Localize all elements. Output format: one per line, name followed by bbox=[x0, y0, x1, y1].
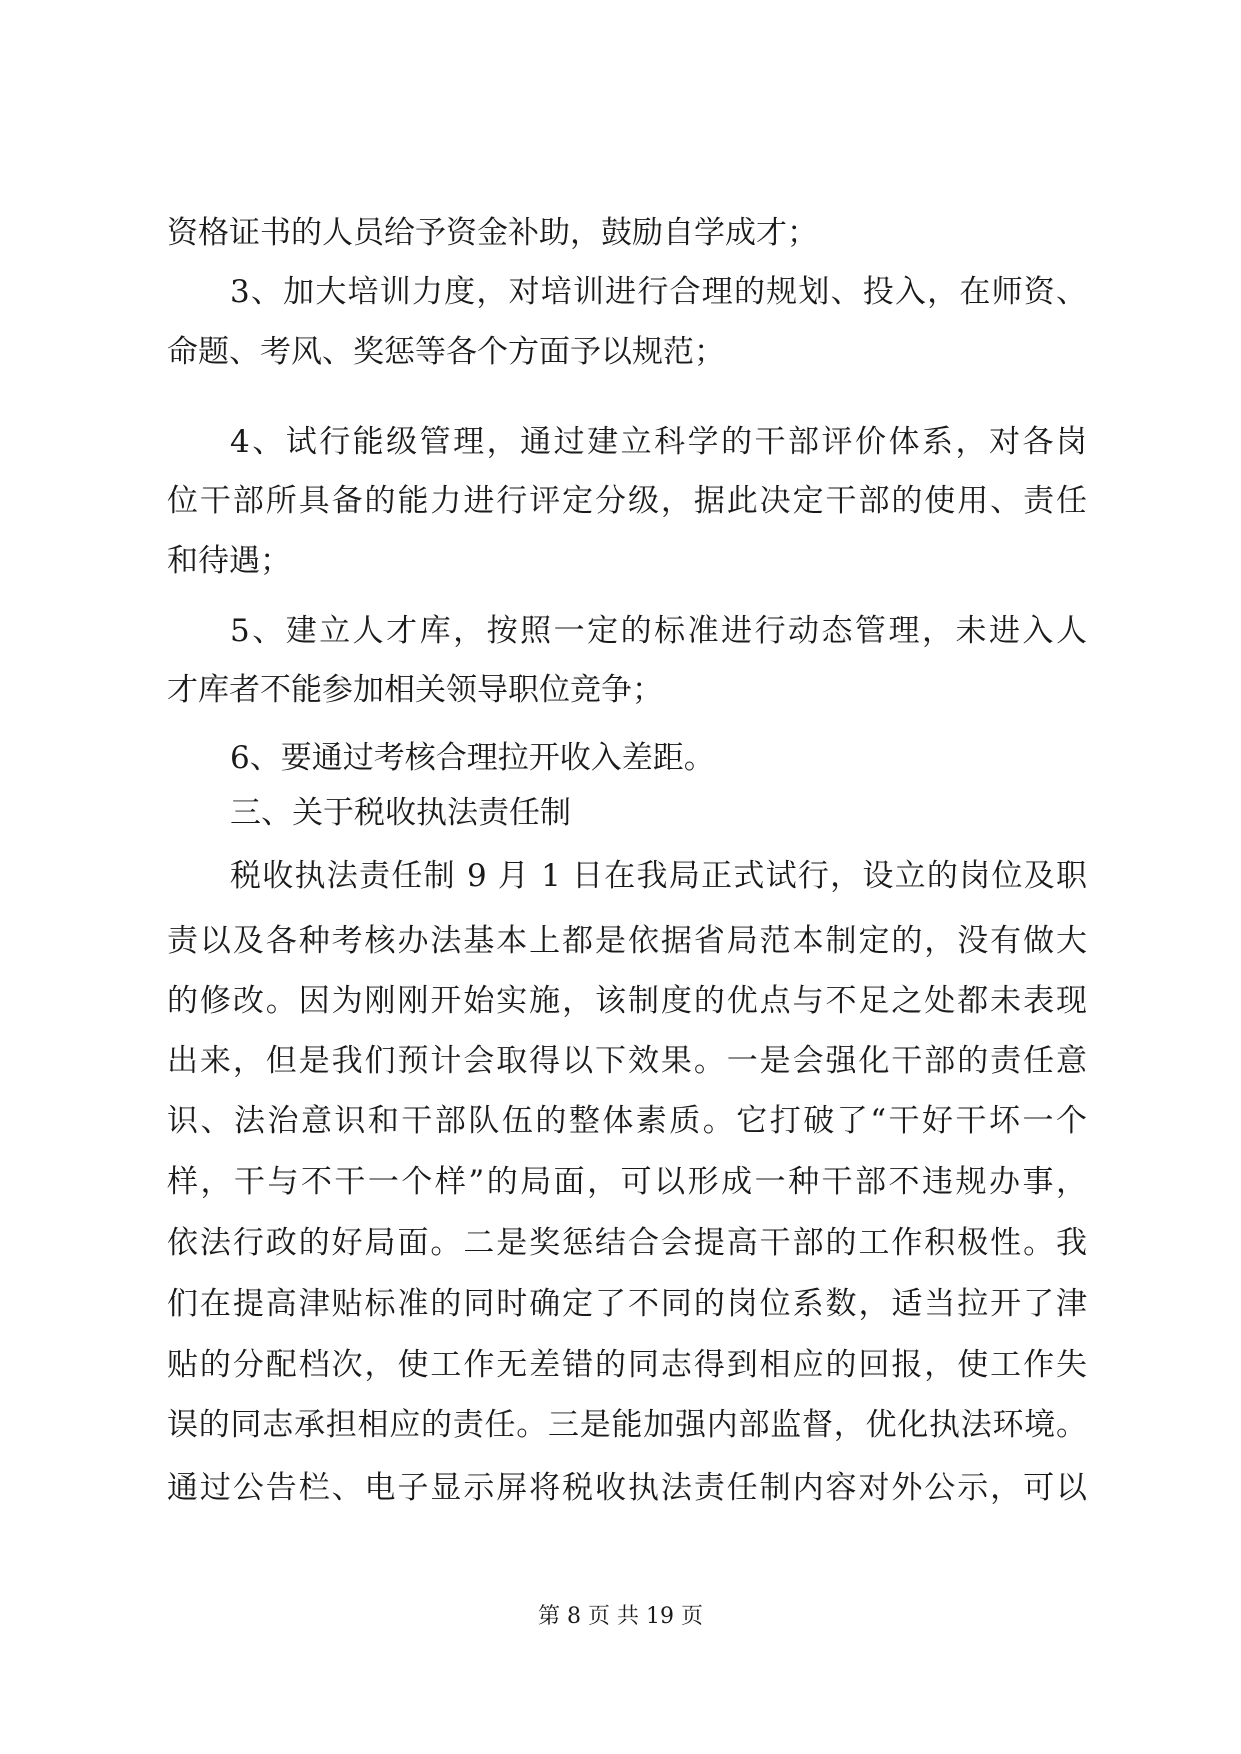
page-number-footer: 第 8 页 共 19 页 bbox=[538, 1604, 703, 1629]
text-line: 6、要通过考核合理拉开收入差距。 bbox=[230, 740, 715, 776]
text-line: 识、法治意识和干部队伍的整体素质。它打破了“干好干坏一个 bbox=[167, 1103, 1087, 1139]
text-line: 5、建立人才库，按照一定的标准进行动态管理，未进入人 bbox=[230, 613, 1087, 649]
text-line: 出来，但是我们预计会取得以下效果。一是会强化干部的责任意 bbox=[167, 1043, 1087, 1079]
text-line: 命题、考风、奖惩等各个方面予以规范； bbox=[167, 334, 725, 370]
text-line: 3、加大培训力度，对培训进行合理的规划、投入，在师资、 bbox=[230, 274, 1087, 310]
text-line: 的修改。因为刚刚开始实施，该制度的优点与不足之处都未表现 bbox=[167, 983, 1087, 1019]
text-line: 误的同志承担相应的责任。三是能加强内部监督，优化执法环境。 bbox=[167, 1407, 1087, 1443]
text-line: 贴的分配档次，使工作无差错的同志得到相应的回报，使工作失 bbox=[167, 1347, 1087, 1383]
text-line: 才库者不能参加相关领导职位竞争； bbox=[167, 672, 663, 708]
text-line: 税收执法责任制 9 月 1 日在我局正式试行，设立的岗位及职 bbox=[230, 858, 1087, 894]
text-line: 责以及各种考核办法基本上都是依据省局范本制定的，没有做大 bbox=[167, 923, 1087, 959]
text-line: 样，干与不干一个样”的局面，可以形成一种干部不违规办事， bbox=[167, 1164, 1087, 1200]
text-line: 们在提高津贴标准的同时确定了不同的岗位系数，适当拉开了津 bbox=[167, 1286, 1087, 1322]
section-heading: 三、关于税收执法责任制 bbox=[230, 795, 571, 831]
text-line: 位干部所具备的能力进行评定分级，据此决定干部的使用、责任 bbox=[167, 483, 1087, 519]
text-line: 通过公告栏、电子显示屏将税收执法责任制内容对外公示，可以 bbox=[167, 1470, 1087, 1506]
text-line: 资格证书的人员给予资金补助，鼓励自学成才； bbox=[167, 215, 818, 251]
text-line: 和待遇； bbox=[167, 543, 291, 579]
text-line: 4、试行能级管理，通过建立科学的干部评价体系，对各岗 bbox=[230, 424, 1087, 460]
text-line: 依法行政的好局面。二是奖惩结合会提高干部的工作积极性。我 bbox=[167, 1225, 1087, 1261]
